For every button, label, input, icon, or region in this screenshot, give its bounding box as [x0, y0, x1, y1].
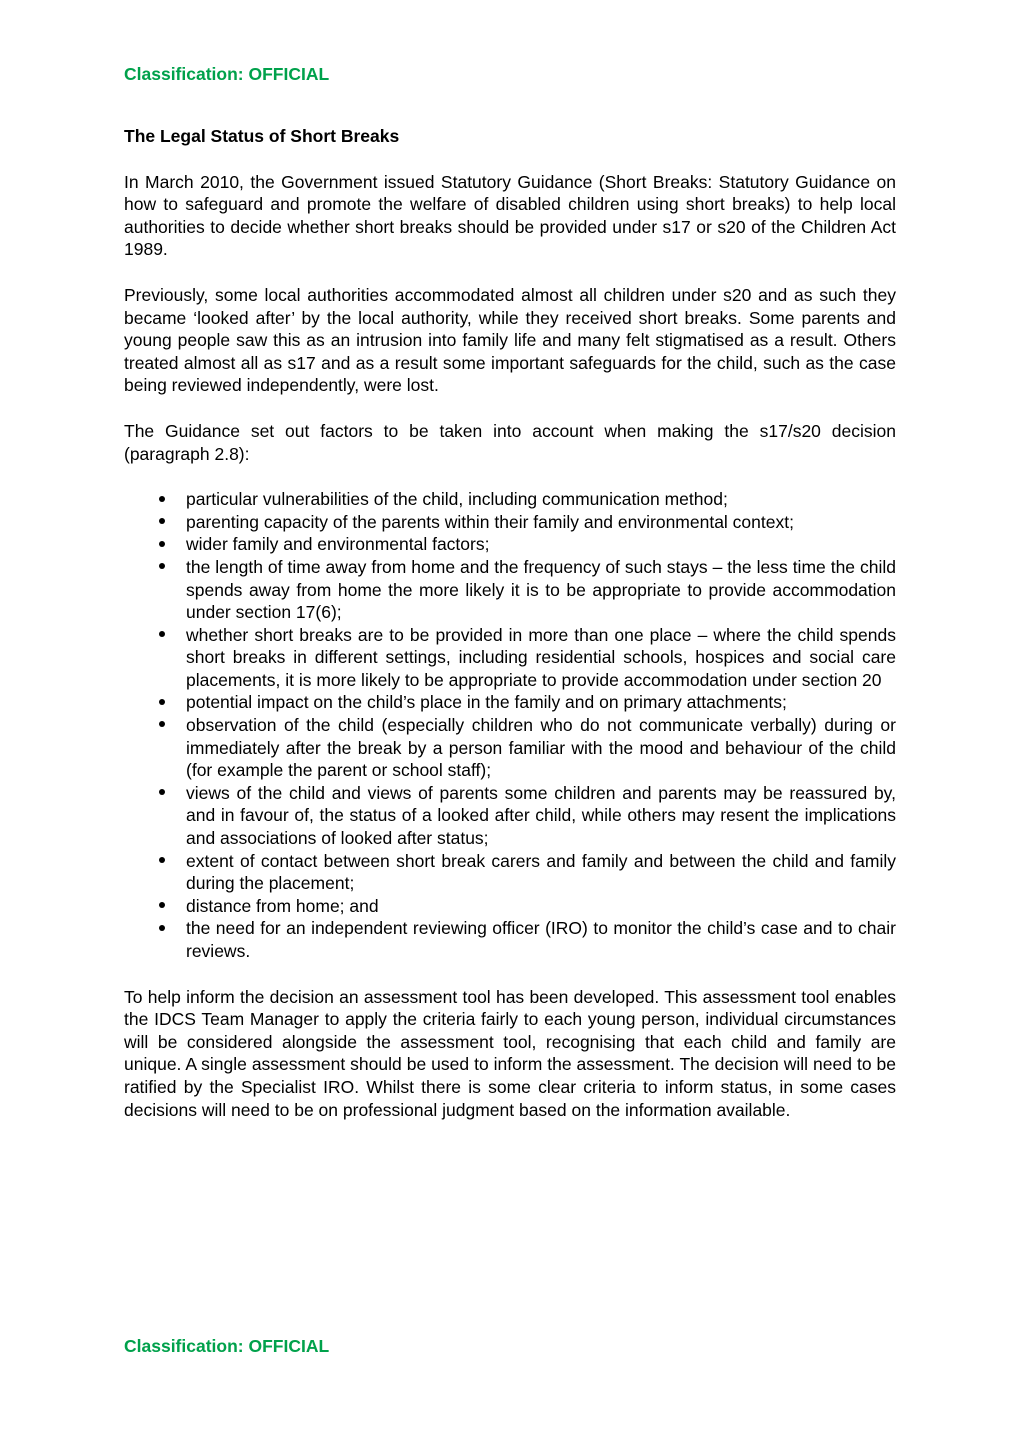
list-item: parenting capacity of the parents within their family and environmental context; [124, 511, 896, 534]
bullet-icon [156, 533, 168, 556]
factors-list [124, 488, 896, 962]
list-item: whether short breaks are to be provided in more than one place – where the child spends short breaks in different settings, including residential schools, hospices and social care placements, it is more likely to be appropriate to provide accommodation under section 20 [124, 624, 896, 692]
document-title: The Legal Status of Short Breaks [124, 126, 400, 146]
list-item: observation of the child (especially children who do not communicate verbally) during or immediately after the break by a person familiar with the mood and behaviour of the child (for example the parent or school staff); [124, 714, 896, 782]
bullet-icon [156, 488, 168, 511]
list-item: potential impact on the child’s place in the family and on primary attachments; [124, 691, 896, 714]
bullet-icon [156, 895, 168, 918]
footer-classification: Classification: OFFICIAL [124, 1336, 330, 1356]
list-item: particular vulnerabilities of the child, including communication method; [124, 488, 896, 511]
guidance-paragraph: The Guidance set out factors to be taken into account when making the s17/s20 decision (paragraph 2.8): [124, 420, 896, 464]
list-item: the length of time away from home and the frequency of such stays – the less time the child spends away from home the more likely it is to be appropriate to provide accommodation under section 17(6); [124, 556, 896, 624]
list-item: extent of contact between short break carers and family and between the child and family during the placement; [124, 850, 896, 895]
background-paragraph: Previously, some local authorities accommodated almost all children under s20 and as such they became ‘looked after’ by the local authority, while they received short breaks. Some parents and young people saw this as an intrusion into family life and many felt stigmatised as a result. Others treated almost all as s17 and as a result some important safeguards for the child, such as the case being reviewed independently, were lost. [124, 284, 896, 396]
bullet-icon [156, 714, 168, 737]
bullet-icon [156, 691, 168, 714]
bullet-icon [156, 511, 168, 534]
header-classification: Classification: OFFICIAL [124, 64, 330, 84]
bullet-icon [156, 850, 168, 873]
document-body [124, 125, 896, 1144]
bullet-icon [156, 917, 168, 940]
list-item: the need for an independent reviewing officer (IRO) to monitor the child’s case and to chair reviews. [124, 917, 896, 962]
bullet-icon [156, 556, 168, 579]
list-item: views of the child and views of parents some children and parents may be reassured by, and in favour of, the status of a looked after child, while others may resent the implications and associations of looked after status; [124, 782, 896, 850]
list-item: wider family and environmental factors; [124, 533, 896, 556]
bullet-icon [156, 782, 168, 805]
intro-paragraph: In March 2010, the Government issued Statutory Guidance (Short Breaks: Statutory Guidance on how to safeguard and promote the welfare of disabled children using short breaks) to help local authorities to decide whether short breaks should be provided under s17 or s20 of the Children Act 1989. [124, 171, 896, 260]
closing-paragraph: To help inform the decision an assessment tool has been developed. This assessment tool enables the IDCS Team Manager to apply the criteria fairly to each young person, individual circumstances will be considered alongside the assessment tool, recognising that each child and family are unique. A single assessment should be used to inform the assessment. The decision will need to be ratified by the Specialist IRO. Whilst there is some clear criteria to inform status, in some cases decisions will need to be on professional judgment based on the information available. [124, 986, 896, 1120]
list-item: distance from home; and [124, 895, 896, 918]
bullet-icon [156, 624, 168, 647]
